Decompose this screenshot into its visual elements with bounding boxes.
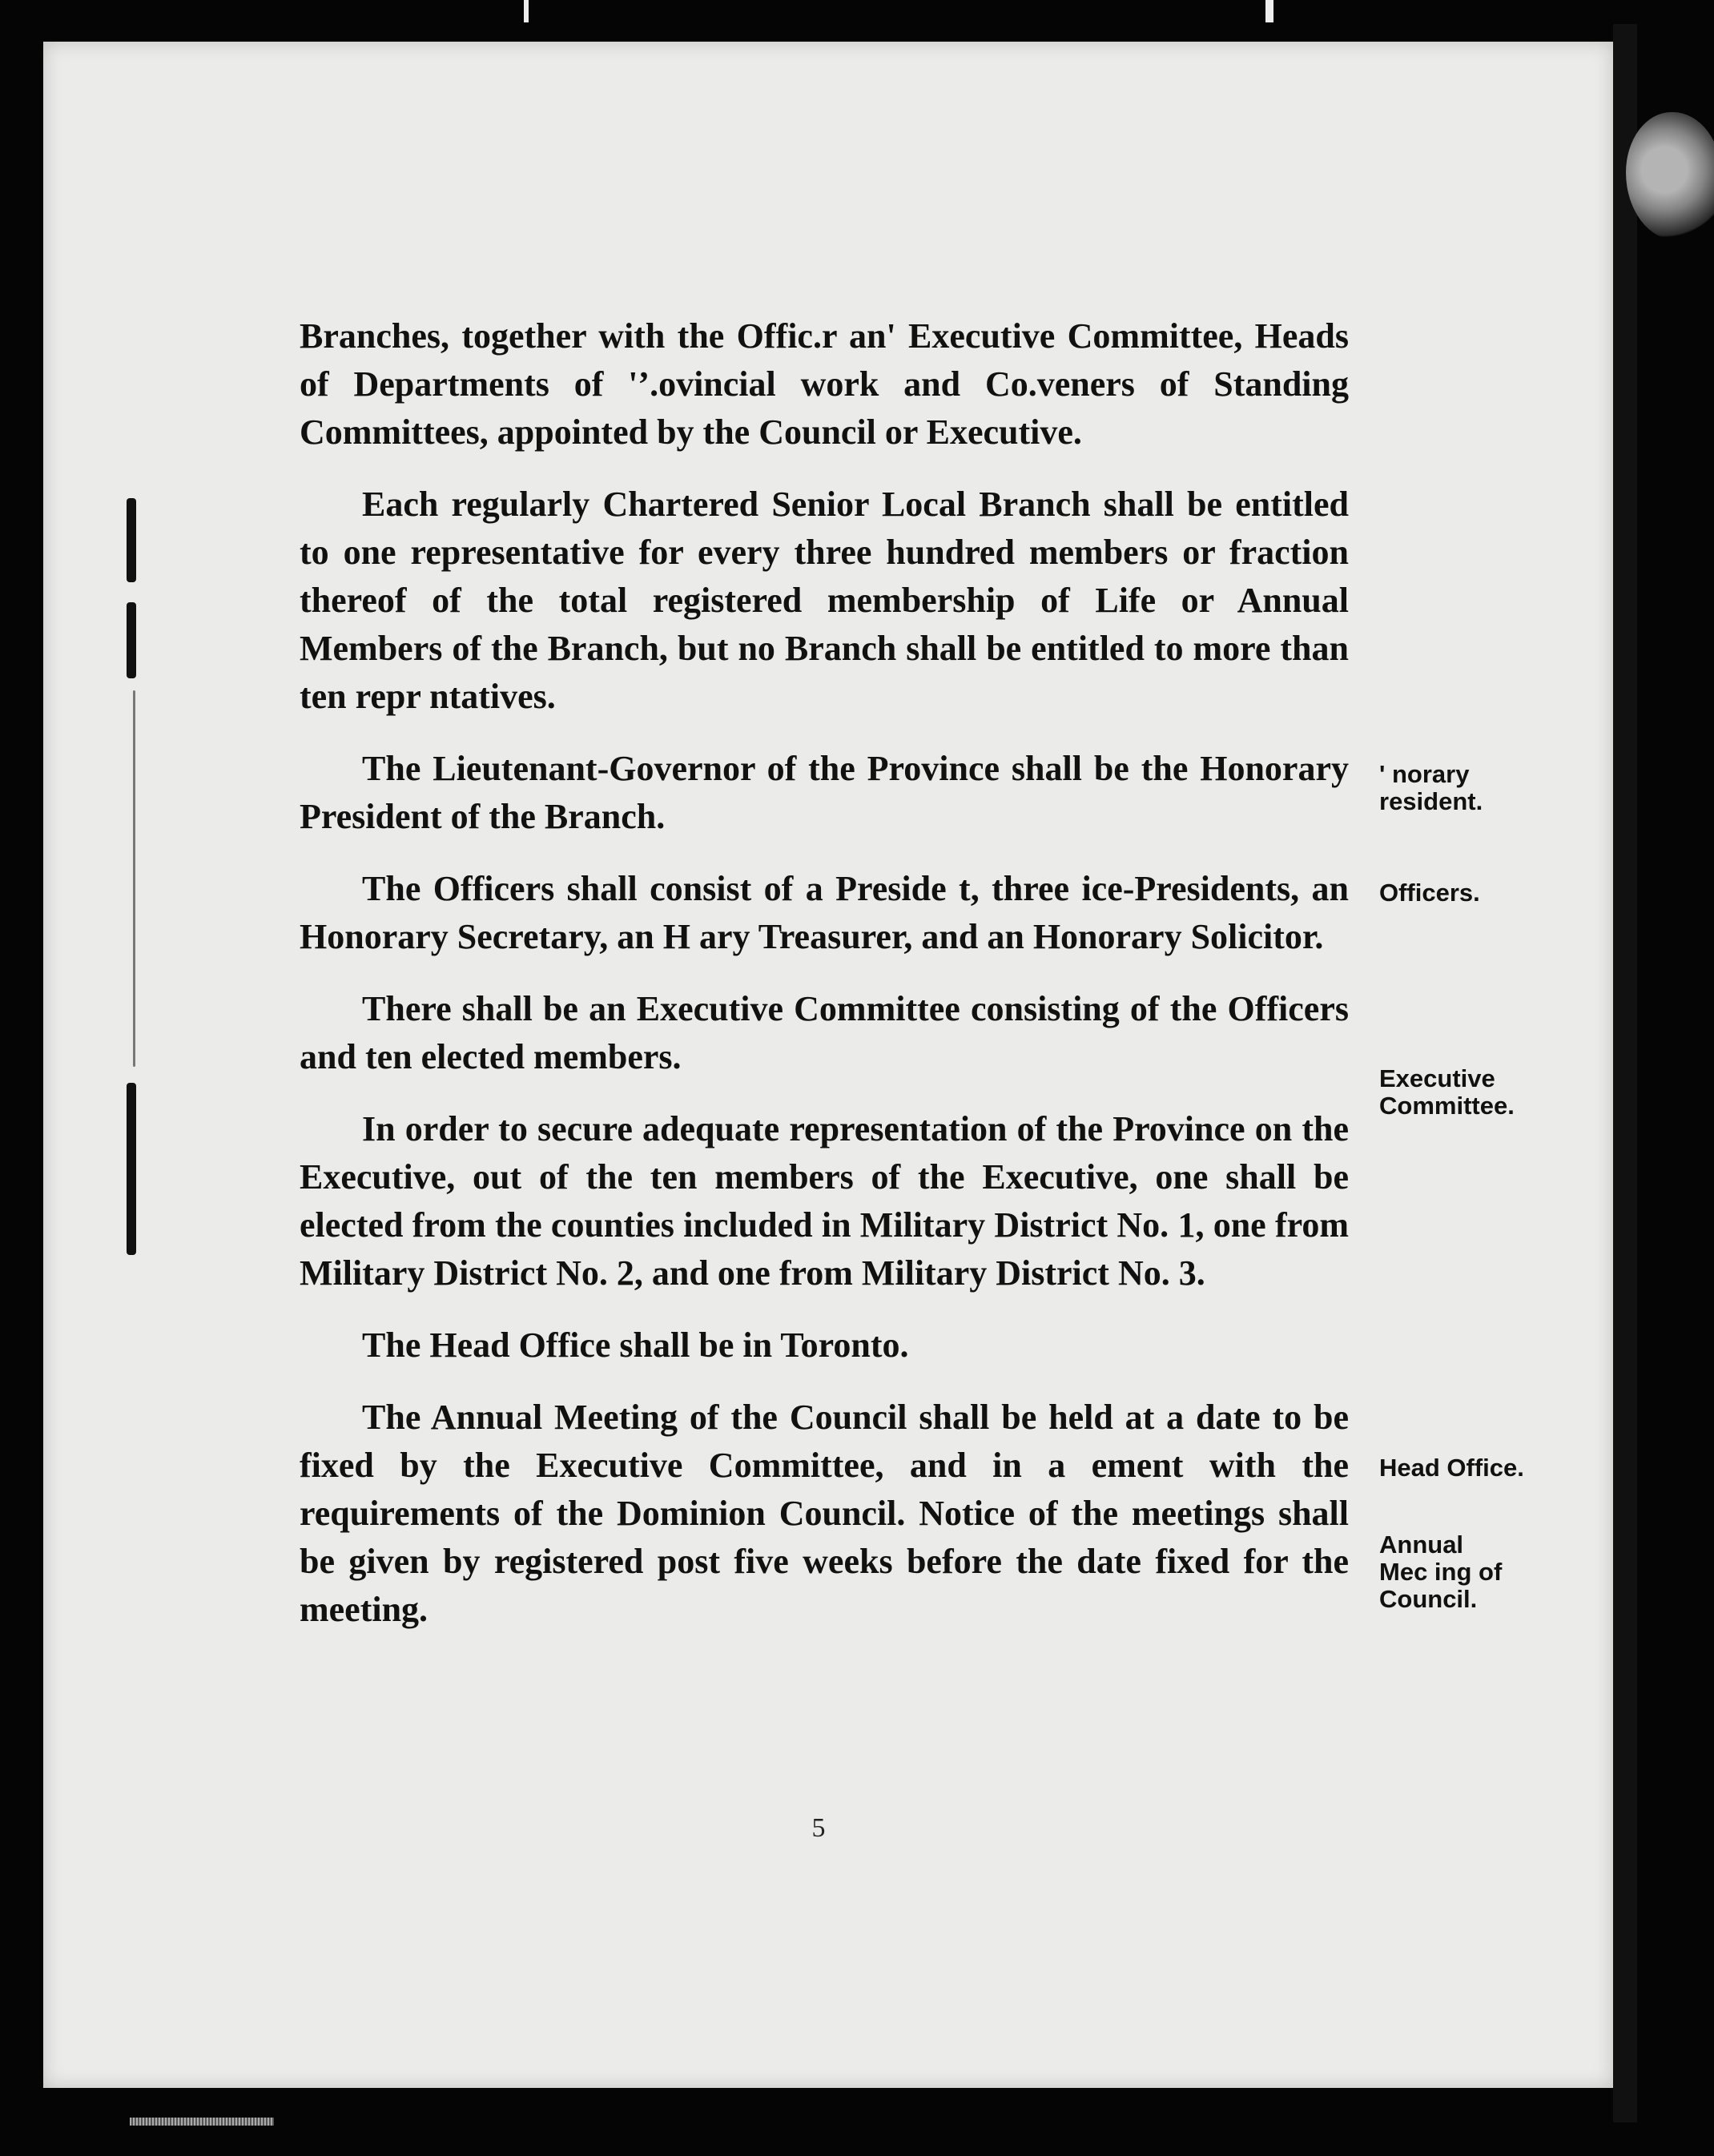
paragraph-military-districts: In order to secure adequate representation of the Province on the Executive, out of the ten members of the Executive, one shall be elected from the counties included in Military District No. 1, one from Military District No. 2, and one from Military District No. 3. <box>300 1109 1349 1293</box>
side-note-honorary-president: ' norary resident. <box>1379 760 1483 815</box>
side-note-head-office: Head Office. <box>1379 1454 1524 1482</box>
side-note-annual-meeting: Annual Mec ing of Council. <box>1379 1531 1503 1613</box>
paragraph-head-office: The Head Office shall be in Toronto. <box>362 1325 909 1365</box>
side-note-officers: Officers. <box>1379 879 1480 907</box>
binding-mark <box>127 1083 136 1255</box>
paper-stain <box>1626 112 1714 240</box>
main-text-column <box>300 312 1349 1658</box>
paragraph-branches: Branches, together with the Offic.r an' Executive Committee, Heads of Departments of '’.ovincial work and Co.veners of Standing Committees, appointed by the Council or Executive. <box>300 316 1349 452</box>
page-number: 5 <box>811 1813 826 1843</box>
top-edge-mark <box>1265 0 1273 22</box>
paragraph-executive-committee: There shall be an Executive Committee consisting of the Officers and ten elected members. <box>300 989 1349 1076</box>
page-right-shadow <box>1613 24 1637 2122</box>
document-page <box>43 42 1613 2088</box>
binding-line <box>133 690 135 1067</box>
paragraph-representation: Each regularly Chartered Senior Local Branch shall be entitled to one representative for every three hundred members or fraction thereof of the total registered membership of Life or Annual Members of the Branch, but no Branch shall be entitled to more than ten repr ntatives. <box>300 485 1349 716</box>
side-note-executive-committee: Executive Committee. <box>1379 1064 1515 1120</box>
binding-mark <box>127 602 136 678</box>
paragraph-honorary-president: The Lieutenant-Governor of the Province shall be the Honorary President of the Branch. <box>300 749 1349 836</box>
paragraph-officers: The Officers shall consist of a Preside t, three ice-Presidents, an Honorary Secretary, an H ary Treasurer, and an Honorary Solicitor. <box>300 869 1349 956</box>
binding-mark <box>127 498 136 582</box>
top-edge-mark <box>524 0 529 22</box>
paragraph-annual-meeting: The Annual Meeting of the Council shall be held at a date to be fixed by the Executive Committee, and in a ement with the requirements of the Dominion Council. Notice of the meetings shall be given by registered post five weeks before the date fixed for the meeting. <box>300 1398 1349 1629</box>
scan-bottom-strip <box>130 2118 274 2126</box>
